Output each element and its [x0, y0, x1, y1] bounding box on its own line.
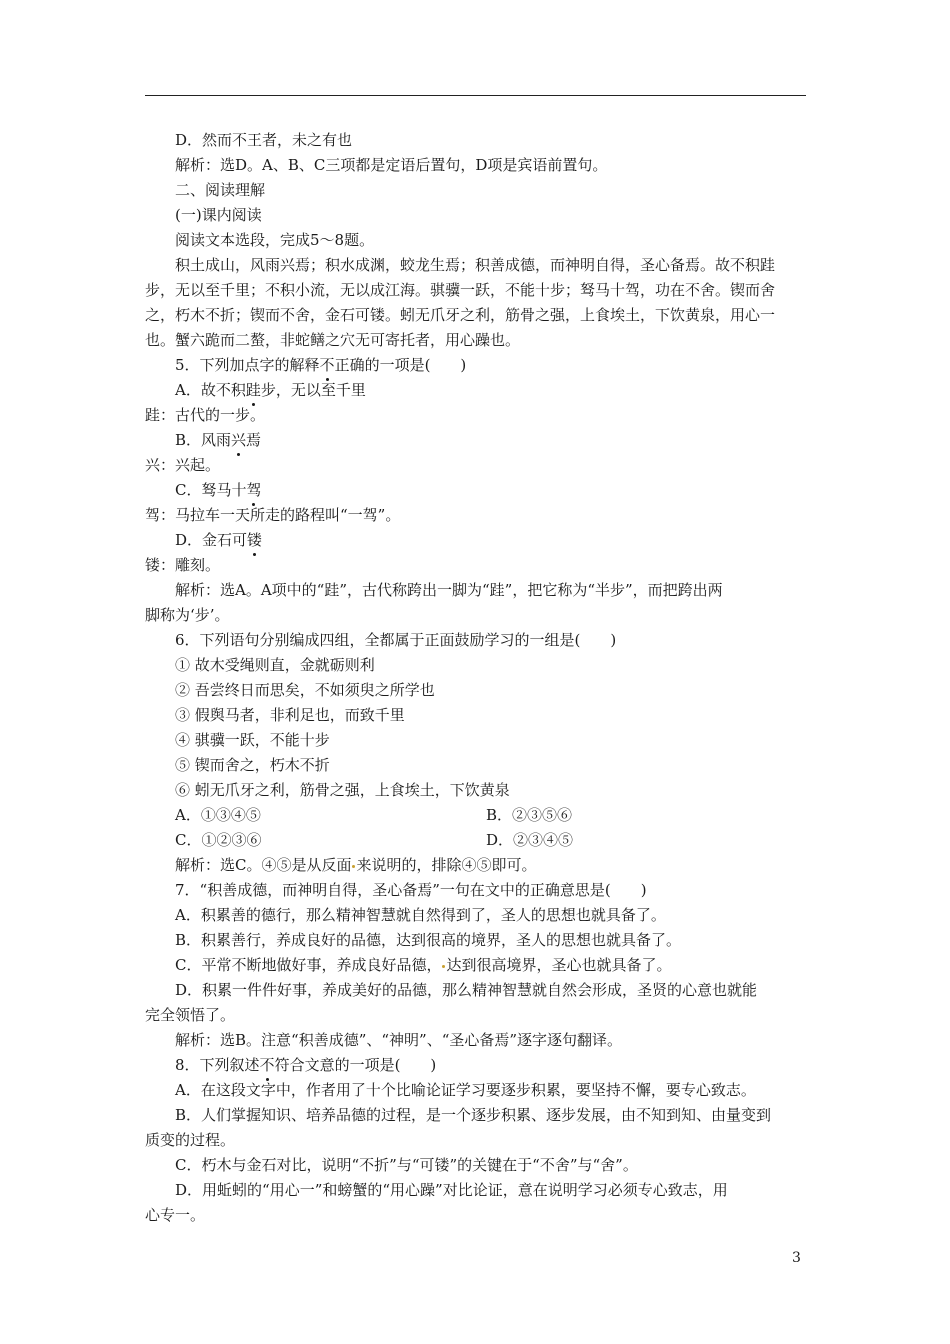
emphasis-char: 镂 [247, 528, 262, 553]
list-item: ④ 骐骥一跃，不能十步 [175, 731, 330, 749]
passage-line: 之，朽木不折；锲而不舍，金石可镂。蚓无爪牙之利，筋骨之强，上食埃土，下饮黄泉，用心一 [145, 306, 776, 324]
passage-line: 也。蟹六跪而二螯，非蛇鳝之穴无可寄托者，用心躁也。 [145, 331, 521, 349]
analysis-line [145, 853, 806, 878]
options-row [145, 828, 806, 853]
emphasis-char: 驾 [246, 478, 261, 503]
option-d: D．②③④⑤ [486, 831, 574, 849]
list-item: ⑤ 锲而舍之，朽木不折 [175, 756, 330, 774]
text-line: 解析：选D。A、B、C三项都是定语后置句，D项是宾语前置句。 [175, 156, 608, 174]
option-b: B．积累善行，养成良好的品德，达到很高的境界，圣人的思想也就具备了。 [175, 931, 682, 949]
option-b-cont: 质变的过程。 [145, 1131, 236, 1149]
option-a: A．积累善的德行，那么精神智慧就自然得到了，圣人的思想也就具备了。 [175, 906, 666, 924]
passage-line: 步，无以至千里；不积小流，无以成江海。骐骥一跃，不能十步；驽马十驾，功在不舍。锲而舍 [145, 281, 776, 299]
analysis-line: 脚称为‘步’。 [145, 606, 230, 624]
q5-text: 正确的一项是( ) [334, 356, 467, 374]
option-d [145, 528, 806, 553]
q8-text: 符合文意的一项是( ) [274, 1056, 437, 1074]
option-a: A．①③④⑤ [175, 806, 261, 824]
text-line: 阅读文本选段，完成5～8题。 [175, 231, 375, 249]
analysis-line: 解析：选B。注意“积善成德”、“神明”、“圣心备焉”逐字逐句翻译。 [175, 1031, 623, 1049]
page-content [145, 128, 806, 1228]
question-5 [145, 353, 806, 378]
option-b [145, 428, 806, 453]
page-number: 3 [792, 1250, 801, 1266]
options-row [145, 803, 806, 828]
list-item: ③ 假舆马者，非利足也，而致千里 [175, 706, 405, 724]
option-c: C．朽木与金石对比，说明“不折”与“可镂”的关键在于“不舍”与“舍”。 [175, 1156, 638, 1174]
question-6: 6．下列语句分别编成四组，全都属于正面鼓励学习的一组是( ) [175, 631, 617, 649]
emphasis-char: 跬 [246, 378, 261, 403]
emphasis-char: 不 [260, 1053, 275, 1078]
analysis-line: 解析：选A。A项中的“跬”，古代称跨出一脚为“跬”，把它称为“半步”，而把跨出两 [175, 581, 723, 599]
option-a: A．在这段文字中，作者用了十个比喻论证学习要逐步积累，要坚持不懈，要专心致志。 [175, 1081, 756, 1099]
option-text: A．故不积 [175, 381, 246, 399]
option-c [145, 953, 806, 978]
passage-line: 积土成山，风雨兴焉；积水成渊，蛟龙生焉；积善成德，而神明自得，圣心备焉。故不积跬 [175, 256, 776, 274]
question-7: 7．“积善成德，而神明自得，圣心备焉”一句在文中的正确意思是( ) [175, 881, 647, 899]
option-text: C．驽马十 [175, 481, 247, 499]
option-c [145, 478, 806, 503]
option-d-cont: 完全领悟了。 [145, 1006, 236, 1024]
list-item: ① 故木受绳则直，金就砺则利 [175, 656, 375, 674]
text-line: D．然而不王者，未之有也 [175, 131, 353, 149]
option-b: B．人们掌握知识、培养品德的过程，是一个逐步积累、逐步发展，由不知到知、由量变到 [175, 1106, 772, 1124]
definition-line: 兴：兴起。 [145, 456, 221, 474]
option-a [145, 378, 806, 403]
list-item: ⑥ 蚓无爪牙之利，筋骨之强，上食埃土，下饮黄泉 [175, 781, 510, 799]
option-b: B．②③⑤⑥ [486, 806, 573, 824]
section-heading: 二、阅读理解 [175, 181, 266, 199]
definition-line: 驾：马拉车一天所走的路程叫“一驾”。 [145, 506, 401, 524]
option-text: 步，无以至千里 [260, 381, 366, 399]
question-8 [145, 1053, 806, 1078]
option-d: D．积累一件件好事，养成美好的品德，那么精神智慧就自然会形成，圣贤的心意也就能 [175, 981, 758, 999]
option-d: D．用蚯蚓的“用心一”和螃蟹的“用心躁”对比论证，意在说明学习必须专心致志，用 [175, 1181, 728, 1199]
q8-text: 8．下列叙述 [175, 1056, 260, 1074]
option-text: C．平常不断地做好事，养成良好品德， [175, 956, 442, 974]
option-text: 达到很高境界，圣心也就具备了。 [446, 956, 672, 974]
option-text: B．风雨 [175, 431, 232, 449]
definition-line: 跬：古代的一步。 [145, 406, 266, 424]
definition-line: 镂：雕刻。 [145, 556, 221, 574]
header-rule [145, 95, 806, 96]
emphasis-char: 不 [320, 353, 335, 378]
analysis-text: 来说明的，排除④⑤即可。 [356, 856, 537, 874]
emphasis-char: 兴 [231, 428, 246, 453]
option-d-cont: 心专一。 [145, 1206, 206, 1224]
option-c: C．①②③⑥ [175, 831, 262, 849]
option-text: 焉 [246, 431, 262, 449]
option-text: D．金石可 [175, 531, 248, 549]
list-item: ② 吾尝终日而思矣，不如须臾之所学也 [175, 681, 435, 699]
q5-text: 5．下列加点字的解释 [175, 356, 320, 374]
analysis-text: 解析：选C。④⑤是从反面 [175, 856, 352, 874]
subsection-heading: (一)课内阅读 [175, 206, 262, 224]
